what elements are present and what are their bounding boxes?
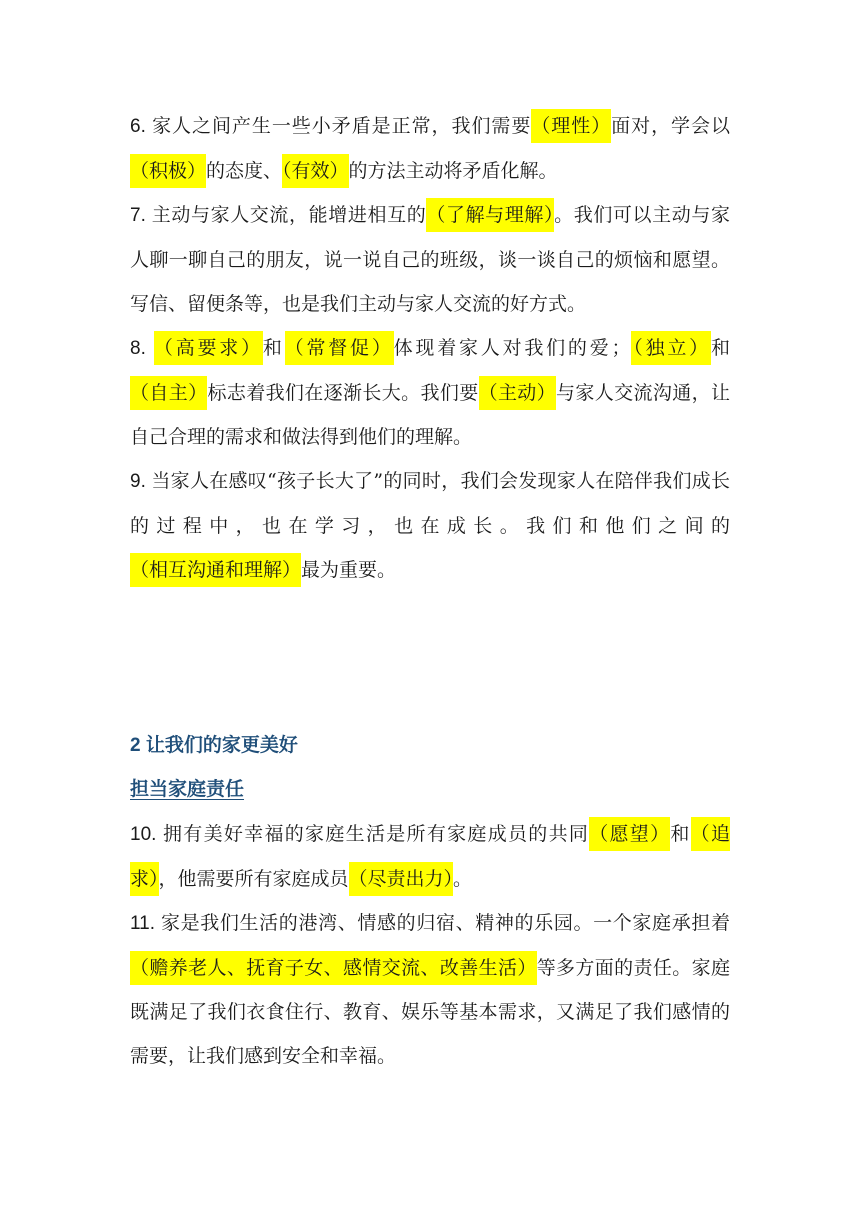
item-number: 11. — [130, 913, 161, 934]
highlighted-answer: （有效） — [282, 154, 349, 188]
text-segment: 家人之间产生一些小矛盾是正常，我们需要 — [152, 115, 532, 137]
item-number: 7. — [130, 205, 152, 226]
document-page — [130, 104, 730, 1078]
text-segment: 面对，学会以 — [611, 115, 730, 137]
highlighted-answer: （相互沟通和理解） — [130, 553, 301, 587]
highlighted-answer: （了解与理解） — [426, 198, 554, 232]
item-list-top — [130, 104, 730, 592]
text-segment: 拥有美好幸福的家庭生活是所有家庭成员的共同 — [163, 823, 590, 845]
text-segment: 等多方面的责任。家庭既满足了我们衣食住行、教育、娱乐等基本需求，又满足了我们感情的需要，让我们感到安全和幸福。 — [130, 957, 730, 1067]
highlighted-answer: （常督促） — [285, 331, 394, 365]
highlighted-answer: （积极） — [130, 154, 206, 188]
highlighted-answer: （追求） — [130, 817, 730, 896]
item-number: 9. — [130, 471, 152, 492]
highlighted-answer: （赡养老人、抚育子女、感情交流、改善生活） — [130, 951, 537, 985]
highlighted-answer: （愿望） — [589, 817, 670, 851]
highlighted-answer: （自主） — [130, 376, 207, 410]
text-segment: 家是我们生活的港湾、情感的归宿、精神的乐园。一个家庭承担着 — [160, 912, 730, 934]
highlighted-answer: （理性） — [531, 109, 611, 143]
highlighted-answer: （独立） — [631, 331, 711, 365]
section-heading: 2 让我们的家更美好 — [130, 735, 298, 756]
list-item — [130, 459, 730, 592]
item-number: 6. — [130, 116, 153, 137]
list-item — [130, 193, 730, 326]
text-segment: 主动与家人交流，能增进相互的 — [151, 204, 427, 226]
highlighted-answer: （高要求） — [154, 331, 263, 365]
section-spacer — [130, 592, 730, 724]
text-segment: 与家人交流沟通，让自己合理的需求和做法得到他们的理解。 — [130, 382, 730, 448]
highlighted-answer: （主动） — [479, 376, 556, 410]
text-segment: ，他需要所有家庭成员 — [158, 868, 349, 890]
text-segment: 和 — [710, 337, 730, 359]
highlighted-answer: （尽责出力） — [349, 862, 454, 896]
text-segment: 标志着我们在逐渐长大。我们要 — [207, 382, 479, 404]
text-segment: 的态度、 — [206, 160, 283, 182]
list-item — [130, 812, 730, 901]
text-segment: 最为重要。 — [301, 559, 397, 581]
section-subheading: 担当家庭责任 — [130, 779, 245, 800]
text-segment: 。我们可以主动与家人聊一聊自己的朋友，说一说自己的班级，谈一谈自己的烦恼和愿望。写信、留便条等，也是我们主动与家人交流的好方式。 — [130, 204, 730, 315]
text-segment: 和 — [670, 823, 691, 845]
text-segment: 和 — [262, 337, 285, 359]
item-number: 10. — [130, 824, 163, 845]
text-segment: 体现着家人对我们的爱； — [393, 337, 631, 359]
list-item — [130, 901, 730, 1078]
text-segment: 。 — [453, 868, 473, 890]
item-list-bottom — [130, 812, 730, 1078]
list-item — [130, 326, 730, 459]
text-segment: 的方法主动将矛盾化解。 — [348, 160, 558, 182]
list-item — [130, 104, 730, 193]
text-segment: 当家人在感叹“孩子长大了”的同时，我们会发现家人在陪伴我们成长的过程中，也在学习，也在成长。我们和他们之间的 — [130, 470, 731, 537]
item-number: 8. — [130, 338, 154, 359]
